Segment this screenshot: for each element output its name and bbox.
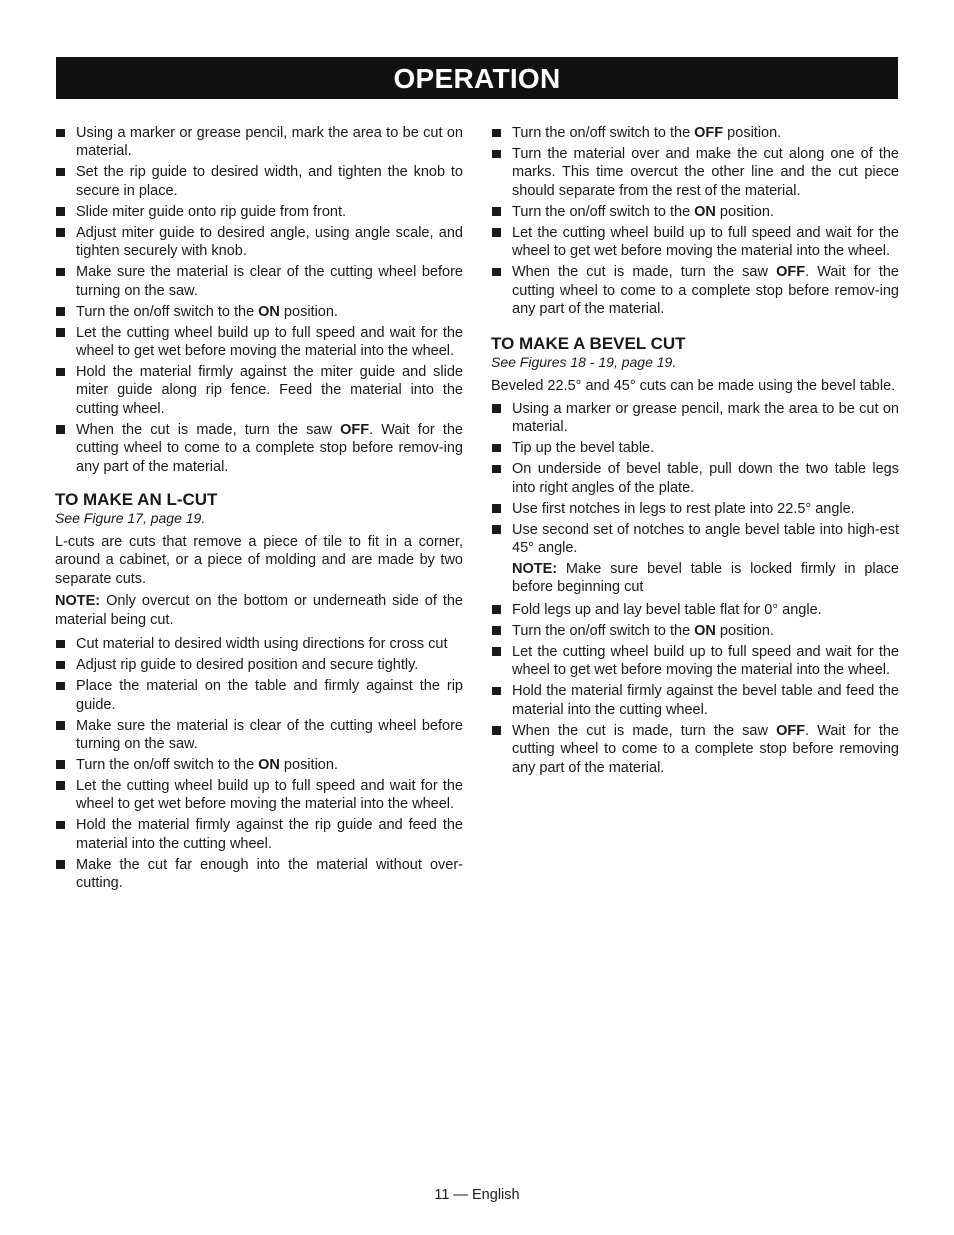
left-column bbox=[55, 124, 463, 895]
bevel-steps-a bbox=[491, 400, 899, 558]
list-item: Tip up the bevel table. bbox=[491, 439, 899, 457]
list-item: Let the cutting wheel build up to full speed and wait for the wheel to get wet before moving the material into the wheel. bbox=[491, 224, 899, 261]
list-item bbox=[55, 421, 463, 476]
note-text: Make sure bevel table is locked firmly in place before beginning cut bbox=[512, 561, 899, 596]
lcut-figure-ref: See Figure 17, page 19. bbox=[55, 510, 206, 527]
list-item: Let the cutting wheel build up to full speed and wait for the wheel to get wet before moving the material into the wheel. bbox=[491, 643, 899, 680]
list-item: Use first notches in legs to rest plate into 22.5° angle. bbox=[491, 500, 899, 518]
miter-cut-steps bbox=[55, 124, 463, 476]
item-text: When the cut is made, turn the saw bbox=[512, 264, 777, 281]
item-text: When the cut is made, turn the saw bbox=[76, 421, 341, 438]
list-item bbox=[55, 756, 463, 774]
item-text: position. bbox=[715, 203, 774, 220]
list-item: Using a marker or grease pencil, mark the area to be cut on material. bbox=[55, 124, 463, 161]
list-item: Make sure the material is clear of the cutting wheel before turning on the saw. bbox=[55, 263, 463, 300]
item-text: . Wait for the cutting wheel to come to a complete stop before remov-ing any part of the material. bbox=[76, 421, 463, 475]
switch-state: ON bbox=[258, 303, 280, 320]
list-item: Make sure the material is clear of the cutting wheel before turning on the saw. bbox=[55, 717, 463, 754]
switch-state: OFF bbox=[776, 264, 806, 281]
item-text: Turn the on/off switch to the bbox=[512, 125, 695, 141]
item-text: position. bbox=[279, 756, 338, 773]
switch-state: ON bbox=[258, 756, 280, 773]
bevel-intro: Beveled 22.5° and 45° cuts can be made using the bevel table. bbox=[491, 378, 896, 395]
list-item: Make the cut far enough into the material without over-cutting. bbox=[55, 856, 463, 893]
list-item: Let the cutting wheel build up to full speed and wait for the wheel to get wet before moving the material into the wheel. bbox=[55, 777, 463, 814]
list-item bbox=[491, 722, 899, 777]
list-item: Cut material to desired width using directions for cross cut bbox=[55, 635, 463, 653]
list-item: Hold the material firmly against the rip guide and feed the material into the cutting wheel. bbox=[55, 816, 463, 853]
bevel-steps-b bbox=[491, 601, 899, 777]
note-label: NOTE: bbox=[512, 561, 558, 578]
list-item: Adjust miter guide to desired angle, using angle scale, and tighten securely with knob. bbox=[55, 224, 463, 261]
lcut-heading: TO MAKE AN L-CUT bbox=[55, 490, 218, 510]
lcut-note bbox=[55, 592, 463, 629]
item-text: position. bbox=[715, 622, 774, 639]
list-item: Let the cutting wheel build up to full speed and wait for the wheel to get wet before moving the material into the wheel. bbox=[55, 324, 463, 361]
list-item bbox=[491, 124, 899, 142]
item-text: Turn the on/off switch to the bbox=[76, 303, 259, 320]
list-item: Set the rip guide to desired width, and tighten the knob to secure in place. bbox=[55, 163, 463, 200]
list-item: Using a marker or grease pencil, mark the area to be cut on material. bbox=[491, 400, 899, 437]
list-item: Adjust rip guide to desired position and secure tightly. bbox=[55, 656, 463, 674]
page-footer: 11 — English bbox=[434, 1187, 520, 1203]
list-item: Hold the material firmly against the miter guide and slide miter guide along rip fence. Feed the material into the cutting wheel. bbox=[55, 363, 463, 418]
switch-state: OFF bbox=[340, 421, 370, 438]
lcut-steps bbox=[55, 635, 463, 892]
right-column bbox=[491, 124, 899, 780]
lcut-intro: L-cuts are cuts that remove a piece of tile to fit in a corner, around a cabinet, or a piece of molding and are made by two separate cuts. bbox=[55, 534, 463, 587]
item-text: . Wait for the cutting wheel to come to a complete stop before removing any part of the material. bbox=[512, 722, 899, 776]
list-item bbox=[491, 622, 899, 640]
item-text: Turn the on/off switch to the bbox=[76, 756, 259, 773]
item-text: position. bbox=[279, 303, 338, 320]
item-text: When the cut is made, turn the saw bbox=[512, 722, 777, 739]
item-text: Turn the on/off switch to the bbox=[512, 622, 695, 639]
switch-state: OFF bbox=[776, 722, 806, 739]
item-text: position. bbox=[723, 125, 782, 141]
switch-state: ON bbox=[694, 622, 716, 639]
list-item: Hold the material firmly against the bevel table and feed the material into the cutting wheel. bbox=[491, 682, 899, 719]
switch-state: OFF bbox=[694, 125, 724, 141]
list-item: Place the material on the table and firmly against the rip guide. bbox=[55, 677, 463, 714]
list-item bbox=[491, 203, 899, 221]
item-text: . Wait for the cutting wheel to come to a complete stop before remov-ing any part of the material. bbox=[512, 264, 899, 318]
list-item bbox=[55, 303, 463, 321]
item-text: Turn the on/off switch to the bbox=[512, 203, 695, 220]
list-item bbox=[491, 263, 899, 318]
list-item: Use second set of notches to angle bevel table into high-est 45° angle. bbox=[491, 521, 899, 558]
page-title: OPERATION bbox=[56, 57, 898, 99]
cross-cut-steps bbox=[491, 124, 899, 318]
list-item: Turn the material over and make the cut along one of the marks. This time overcut the other line and the cut piece should separate from the rest of the material. bbox=[491, 145, 899, 200]
bevel-note bbox=[491, 560, 899, 597]
switch-state: ON bbox=[694, 203, 716, 220]
bevel-heading: TO MAKE A BEVEL CUT bbox=[491, 334, 686, 354]
list-item: Slide miter guide onto rip guide from front. bbox=[55, 203, 463, 221]
list-item: Fold legs up and lay bevel table flat for 0° angle. bbox=[491, 601, 899, 619]
note-label: NOTE: bbox=[55, 593, 101, 610]
note-text: Only overcut on the bottom or underneath side of the material being cut. bbox=[55, 593, 463, 628]
list-item: On underside of bevel table, pull down the two table legs into right angles of the plate. bbox=[491, 460, 899, 497]
bevel-figure-ref: See Figures 18 - 19, page 19. bbox=[491, 354, 677, 371]
